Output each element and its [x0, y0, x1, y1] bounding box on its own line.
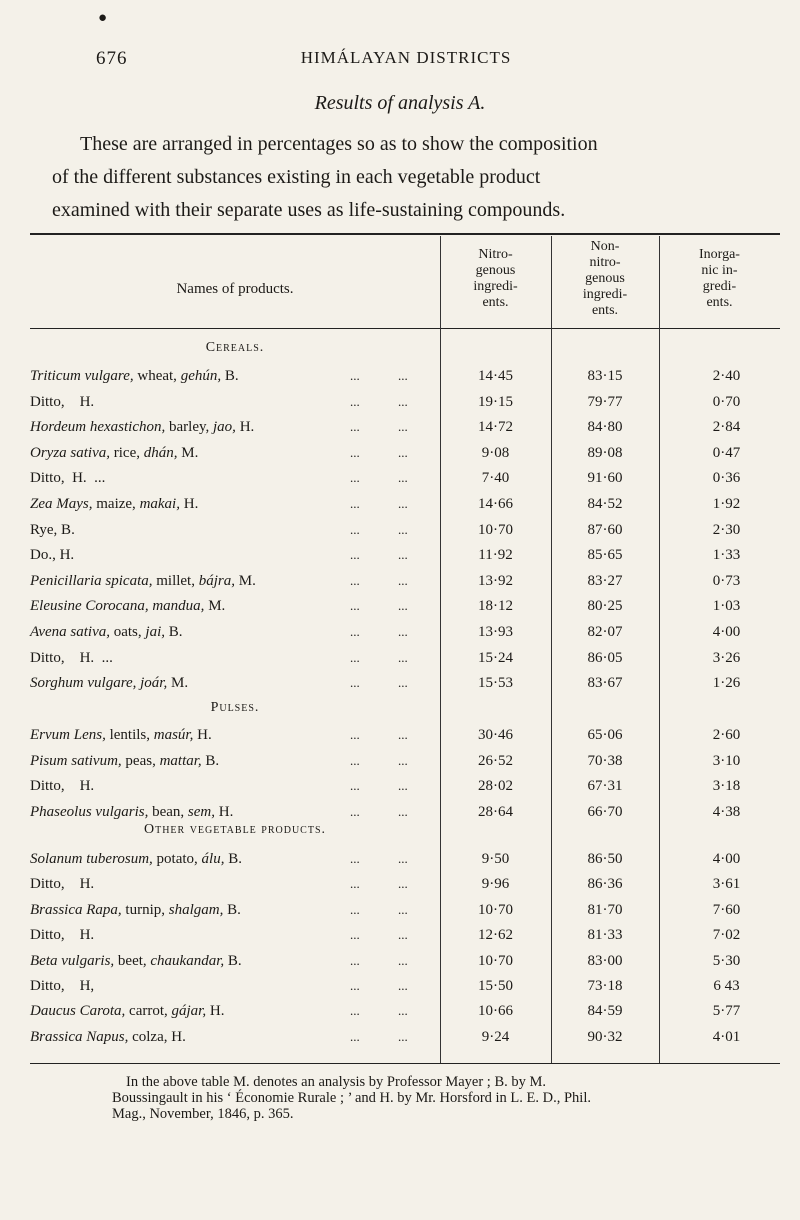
product-name: [30, 496, 198, 513]
latin-name: Triticum vulgare,: [30, 368, 134, 384]
header-line: Non-: [590, 239, 620, 254]
product-name: [30, 727, 212, 744]
non-nitrogenous-value: 65·06: [587, 727, 623, 743]
product-name: [30, 470, 105, 487]
local-name: mandua,: [152, 598, 205, 615]
leader-dots: ...: [398, 675, 408, 691]
nitrogenous-value: 19·15: [478, 393, 513, 410]
local-name: álu,: [201, 851, 225, 867]
inorganic-value: 2·84: [712, 419, 741, 436]
nitrogenous-value: 15·53: [478, 675, 513, 692]
local-name: chaukandar,: [150, 952, 225, 969]
product-name: [30, 851, 242, 868]
nitrogenous-value: 9·50: [481, 851, 510, 867]
nitrogenous-value: 12·62: [478, 927, 513, 944]
inorganic-value: 4·00: [712, 624, 741, 640]
analysis-source: H. ...: [64, 649, 113, 666]
nitrogenous-value: 7·40: [481, 470, 510, 487]
inorganic-value: 0·70: [712, 393, 741, 410]
non-nitrogenous-value: 84·52: [587, 496, 623, 512]
analysis-source: B.: [223, 901, 241, 918]
nitrogenous-value: 9·96: [481, 876, 510, 893]
inorganic-value: 6 43: [713, 978, 740, 994]
inorganic-value: 0·36: [712, 470, 741, 487]
common-name: Ditto,: [30, 778, 65, 794]
product-name: [30, 419, 254, 436]
leader-dots: ...: [398, 876, 408, 892]
leader-dots: ...: [398, 778, 408, 793]
common-name: Ditto,: [30, 393, 65, 410]
inorganic-value: 2·60: [712, 727, 741, 743]
nitrogenous-value: 15·24: [478, 649, 513, 666]
nitrogenous-value: 10·70: [478, 952, 513, 969]
leader-dots: ...: [350, 496, 360, 511]
nitrogenous-value: 30·46: [478, 727, 513, 743]
composition-table: [30, 233, 780, 1066]
product-name: [30, 573, 256, 590]
nitrogenous-value: 28·64: [478, 803, 513, 820]
local-name: gájar,: [171, 1003, 207, 1020]
latin-name: Sorghum vulgare,: [30, 675, 137, 692]
common-name: wheat,: [133, 368, 181, 384]
header-line: ingredi-: [582, 287, 628, 302]
product-name: [30, 394, 94, 411]
table-row: [30, 927, 780, 951]
local-name: makai,: [139, 496, 180, 512]
nitrogenous-value: 10·66: [478, 1003, 513, 1020]
leader-dots: ...: [350, 624, 360, 639]
non-nitrogenous-value: 84·59: [587, 1003, 623, 1020]
local-name: jai,: [145, 624, 165, 640]
non-nitrogenous-value: 83·67: [587, 675, 623, 692]
latin-name: Phaseolus vulgaris,: [30, 803, 149, 820]
local-name: dhán,: [143, 444, 178, 461]
common-name: Do., H.: [30, 547, 75, 564]
non-nitrogenous-value: 85·65: [587, 547, 623, 564]
inorganic-value: 5·30: [712, 952, 741, 969]
leader-dots: ...: [398, 752, 408, 768]
common-name: Ditto,: [30, 927, 65, 944]
nitrogenous-value: 14·66: [478, 496, 513, 512]
latin-name: Oryza sativa,: [30, 444, 110, 461]
category-heading: Pulses.: [210, 700, 260, 715]
product-name: [30, 927, 94, 944]
product-name: [30, 902, 241, 919]
analysis-source: B.: [201, 752, 220, 769]
nitrogenous-value: 18·12: [478, 598, 513, 615]
nitrogenous-value: 26·52: [478, 752, 513, 769]
analysis-source: M.: [177, 444, 199, 461]
intro-paragraph: [52, 128, 750, 227]
table-bottom-rule: [30, 1063, 780, 1064]
leader-dots: ...: [350, 851, 360, 866]
leader-dots: ...: [350, 547, 360, 563]
product-name: [30, 876, 94, 893]
analysis-source: H.: [64, 927, 95, 944]
non-nitrogenous-value: 86·50: [587, 851, 623, 867]
local-name: jao,: [213, 419, 236, 436]
table-row: [30, 368, 780, 392]
nitrogenous-value: 15·50: [478, 978, 513, 994]
leader-dots: ...: [398, 470, 408, 486]
common-name: rice,: [110, 444, 144, 461]
non-nitrogenous-value: 81·33: [587, 927, 623, 944]
leader-dots: ...: [350, 1028, 360, 1044]
inorganic-value: 0·47: [712, 444, 741, 461]
inorganic-value: 5·77: [712, 1003, 741, 1020]
table-row: [30, 419, 780, 443]
table-header-rule: [30, 328, 780, 329]
table-row: [30, 778, 780, 802]
non-nitrogenous-value: 80·25: [587, 598, 623, 615]
inorganic-value: 3·61: [712, 876, 741, 893]
table-row: [30, 727, 780, 751]
leader-dots: ...: [350, 803, 360, 819]
inorganic-value: 3·18: [712, 778, 741, 794]
leader-dots: ...: [398, 419, 408, 435]
intro-line: of the different substances existing in each vegetable product: [52, 166, 541, 188]
leader-dots: ...: [350, 470, 360, 486]
leader-dots: ...: [398, 901, 408, 917]
nitrogenous-value: 14·45: [478, 368, 513, 384]
leader-dots: ...: [398, 393, 408, 409]
analysis-source: M.: [167, 675, 189, 692]
nitrogenous-value: 13·93: [478, 624, 513, 640]
common-name: millet,: [152, 572, 199, 589]
common-name: turnip,: [121, 901, 169, 918]
leader-dots: ...: [398, 803, 408, 819]
product-name: [30, 445, 198, 462]
analysis-source: H.: [64, 876, 95, 893]
non-nitrogenous-value: 86·36: [587, 876, 623, 893]
table-row: [30, 753, 780, 777]
latin-name: Brassica Napus,: [30, 1028, 129, 1045]
table-row: [30, 470, 780, 494]
leader-dots: ...: [398, 624, 408, 639]
common-name: Rye, B.: [30, 521, 75, 538]
non-nitrogenous-value: 90·32: [587, 1028, 623, 1045]
product-name: [30, 547, 74, 564]
analysis-source: H.: [179, 496, 199, 512]
header-line: ents.: [706, 295, 733, 310]
leader-dots: ...: [350, 978, 360, 993]
leader-dots: ...: [350, 901, 360, 917]
leader-dots: ...: [350, 675, 360, 691]
footnote: [112, 1074, 772, 1122]
analysis-source: H,: [64, 978, 95, 994]
common-name: Ditto,: [30, 470, 65, 487]
latin-name: Brassica Rapa,: [30, 901, 122, 918]
leader-dots: ...: [398, 547, 408, 563]
leader-dots: ...: [398, 496, 408, 511]
table-row: [30, 394, 780, 418]
common-name: bean,: [148, 803, 188, 820]
analysis-source: B.: [224, 952, 242, 969]
leader-dots: ...: [398, 851, 408, 866]
inorganic-value: 4·01: [712, 1028, 741, 1045]
local-name: joár,: [140, 675, 168, 692]
common-name: oats,: [109, 624, 146, 640]
nitrogenous-value: 13·92: [478, 572, 513, 589]
analysis-source: B.: [224, 851, 242, 867]
nitrogenous-value: 10·70: [478, 901, 513, 918]
leader-dots: ...: [350, 927, 360, 943]
product-name: [30, 778, 94, 795]
analysis-source: M.: [235, 572, 256, 589]
product-name: [30, 650, 113, 667]
nitrogenous-value: 28·02: [478, 778, 513, 794]
table-row: [30, 598, 780, 622]
table-row: [30, 675, 780, 699]
common-name: Ditto,: [30, 978, 65, 994]
leader-dots: ...: [350, 419, 360, 435]
non-nitrogenous-value: 67·31: [587, 778, 623, 794]
leader-dots: ...: [398, 927, 408, 943]
header-line: ents.: [591, 303, 619, 318]
header-line: Nitro-: [478, 247, 513, 262]
latin-name: Eleusine Corocana,: [30, 598, 149, 615]
latin-name: Ervum Lens,: [30, 727, 106, 743]
header-line: gredi-: [702, 279, 737, 294]
non-nitrogenous-value: 70·38: [587, 752, 623, 769]
common-name: potato,: [152, 851, 202, 867]
leader-dots: ...: [350, 444, 360, 460]
table-row: [30, 547, 780, 571]
non-nitrogenous-value: 83·00: [587, 952, 623, 969]
nitrogenous-value: 9·24: [481, 1028, 510, 1045]
common-name: Ditto,: [30, 876, 65, 893]
table-row: [30, 851, 780, 875]
latin-name: Pisum sativum,: [30, 752, 122, 769]
table-row: [30, 902, 780, 926]
latin-name: Hordeum hexastichon,: [30, 419, 166, 436]
analysis-source: H.: [64, 778, 95, 794]
header-line: nic in-: [701, 263, 738, 278]
table-row: [30, 953, 780, 977]
header-line: ents.: [482, 295, 509, 310]
inorganic-value: 3·26: [712, 649, 741, 666]
header-inorganic: [659, 247, 780, 311]
table-row: [30, 496, 780, 520]
section-title: Results of analysis A.: [314, 92, 486, 114]
inorganic-value: 2·30: [712, 521, 741, 538]
header-line: Inorga-: [699, 247, 740, 262]
inorganic-value: 0·73: [712, 572, 741, 589]
leader-dots: ...: [398, 1003, 408, 1019]
table-top-rule: [30, 233, 780, 235]
analysis-source: H.: [206, 1003, 225, 1020]
leader-dots: ...: [398, 521, 408, 537]
leader-dots: ...: [398, 572, 408, 588]
footnote-line: Boussingault in his ‘ Économie Rurale ; ’ and H. by Mr. Horsford in L. E. D., Phil.: [112, 1090, 591, 1106]
leader-dots: ...: [350, 368, 360, 383]
page-bullet: ●: [98, 10, 108, 26]
product-name: [30, 804, 233, 821]
non-nitrogenous-value: 89·08: [587, 444, 623, 461]
table-row: [30, 978, 780, 1002]
local-name: mattar,: [159, 752, 202, 769]
product-name: [30, 753, 219, 770]
local-name: shalgam,: [168, 901, 224, 918]
leader-dots: ...: [350, 876, 360, 892]
inorganic-value: 4·38: [712, 803, 741, 820]
non-nitrogenous-value: 87·60: [587, 521, 623, 538]
common-name: Ditto,: [30, 649, 65, 666]
header-nitrogenous: [440, 247, 551, 311]
category-heading: Other vegetable products.: [143, 822, 327, 837]
common-name: lentils,: [105, 727, 154, 743]
non-nitrogenous-value: 83·27: [587, 572, 623, 589]
common-name: barley,: [165, 419, 214, 436]
product-name: [30, 1029, 186, 1046]
common-name: maize,: [92, 496, 140, 512]
leader-dots: ...: [350, 1003, 360, 1019]
non-nitrogenous-value: 81·70: [587, 901, 623, 918]
common-name: peas,: [121, 752, 160, 769]
table-row: [30, 522, 780, 546]
leader-dots: ...: [350, 752, 360, 768]
inorganic-value: 7·60: [712, 901, 741, 918]
page-number: 676: [96, 48, 128, 69]
analysis-source: B.: [165, 624, 183, 640]
local-name: gehún,: [180, 368, 222, 384]
leader-dots: ...: [350, 952, 360, 968]
header-line: genous: [475, 263, 516, 278]
table-row: [30, 876, 780, 900]
inorganic-value: 7·02: [712, 927, 741, 944]
inorganic-value: 1·03: [712, 598, 741, 615]
non-nitrogenous-value: 83·15: [587, 368, 623, 384]
leader-dots: ...: [398, 368, 408, 383]
analysis-source: H.: [215, 803, 234, 820]
header-line: nitro-: [589, 255, 621, 270]
leader-dots: ...: [398, 444, 408, 460]
local-name: bájra,: [198, 572, 235, 589]
footnote-line: Mag., November, 1846, p. 365.: [112, 1106, 294, 1122]
table-row: [30, 650, 780, 674]
intro-line: These are arranged in percentages so as to show the composition: [80, 133, 598, 155]
inorganic-value: 1·26: [712, 675, 741, 692]
nitrogenous-value: 9·08: [481, 444, 510, 461]
analysis-source: M.: [204, 598, 226, 615]
nitrogenous-value: 10·70: [478, 521, 513, 538]
analysis-source: H.: [235, 419, 255, 436]
table-row: [30, 573, 780, 597]
common-name: carrot,: [125, 1003, 172, 1020]
leader-dots: ...: [350, 393, 360, 409]
leader-dots: ...: [398, 952, 408, 968]
latin-name: Solanum tuberosum,: [30, 851, 153, 867]
header-line: ingredi-: [473, 279, 518, 294]
product-name: [30, 598, 225, 615]
inorganic-value: 1·33: [712, 547, 741, 564]
nitrogenous-value: 11·92: [478, 547, 513, 564]
leader-dots: ...: [350, 778, 360, 793]
intro-line: examined with their separate uses as life-sustaining compounds.: [52, 199, 566, 221]
non-nitrogenous-value: 84·80: [587, 419, 623, 436]
product-name: [30, 978, 94, 995]
page-header: [96, 48, 716, 72]
header-names-of-products: Names of products.: [176, 281, 294, 297]
analysis-source: B.: [221, 368, 239, 384]
leader-dots: ...: [350, 572, 360, 588]
analysis-source: H. ...: [64, 470, 106, 487]
leader-dots: ...: [398, 598, 408, 614]
header-non-nitrogenous: [551, 239, 659, 319]
non-nitrogenous-value: 82·07: [587, 624, 623, 640]
latin-name: Daucus Carota,: [30, 1003, 126, 1020]
leader-dots: ...: [398, 727, 408, 742]
latin-name: Beta vulgaris,: [30, 952, 115, 969]
leader-dots: ...: [350, 521, 360, 537]
product-name: [30, 368, 239, 385]
footnote-line: In the above table M. denotes an analysis by Professor Mayer ; B. by M.: [126, 1074, 547, 1090]
product-name: [30, 953, 242, 970]
common-name: colza, H.: [128, 1028, 186, 1045]
table-row: [30, 624, 780, 648]
latin-name: Avena sativa,: [30, 624, 110, 640]
analysis-source: H.: [64, 393, 95, 410]
local-name: masúr,: [153, 727, 194, 743]
table-row: [30, 1003, 780, 1027]
inorganic-value: 4·00: [712, 851, 741, 867]
table-row: [30, 1029, 780, 1053]
common-name: beet,: [114, 952, 151, 969]
non-nitrogenous-value: 86·05: [587, 649, 623, 666]
product-name: [30, 624, 183, 641]
leader-dots: ...: [398, 1028, 408, 1044]
non-nitrogenous-value: 73·18: [587, 978, 623, 994]
non-nitrogenous-value: 66·70: [587, 803, 623, 820]
leader-dots: ...: [350, 649, 360, 665]
latin-name: Zea Mays,: [30, 496, 93, 512]
nitrogenous-value: 14·72: [478, 419, 513, 436]
leader-dots: ...: [398, 649, 408, 665]
non-nitrogenous-value: 91·60: [587, 470, 623, 487]
product-name: [30, 675, 188, 692]
category-heading: Cereals.: [205, 340, 265, 355]
inorganic-value: 1·92: [712, 496, 741, 512]
leader-dots: ...: [350, 727, 360, 742]
running-head: HIMÁLAYAN DISTRICTS: [300, 48, 512, 67]
table-row: [30, 445, 780, 469]
analysis-source: H.: [193, 727, 212, 743]
local-name: sem,: [187, 803, 215, 820]
product-name: [30, 522, 75, 539]
leader-dots: ...: [350, 598, 360, 614]
product-name: [30, 1003, 224, 1020]
header-line: genous: [585, 271, 625, 286]
leader-dots: ...: [398, 978, 408, 993]
latin-name: Penicillaria spicata,: [30, 572, 153, 589]
inorganic-value: 2·40: [712, 368, 741, 384]
inorganic-value: 3·10: [712, 752, 741, 769]
non-nitrogenous-value: 79·77: [587, 393, 623, 410]
